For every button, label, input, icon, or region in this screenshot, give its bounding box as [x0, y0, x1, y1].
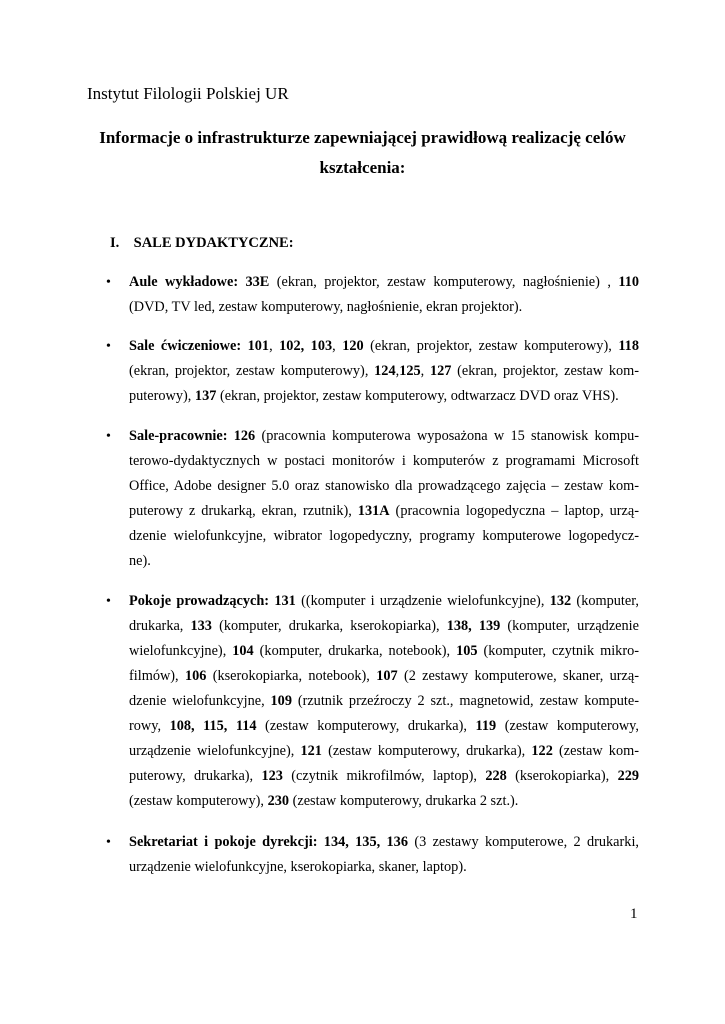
text-segment: (komputer, urządzenie [500, 618, 639, 634]
bullet-marker: • [106, 594, 111, 609]
bullet-5-line-2 [129, 859, 467, 876]
bold-term: 104 [232, 643, 254, 659]
bullet-4-line-3 [129, 643, 639, 660]
bullet-4-line-6 [129, 718, 639, 735]
text-segment: dzenie wielofunkcyjne, wibrator logopedyczny, programy komputerowe logopedycz- [129, 528, 639, 544]
bold-term: 119 [475, 718, 497, 734]
bold-term: 110 [618, 274, 639, 290]
text-segment: urządzenie wielofunkcyjne), [129, 743, 301, 759]
bold-term: 123 [261, 768, 283, 784]
bullet-4-line-8 [129, 768, 639, 785]
text-segment: dzenie wielofunkcyjne, [129, 693, 271, 709]
bullet-3-line-3 [129, 478, 639, 495]
bullet-5-line-1 [129, 834, 639, 851]
bullet-marker: • [106, 339, 111, 354]
bold-term: 106 [184, 668, 207, 684]
bullet-4-line-1 [129, 593, 639, 610]
bold-term: 133 [190, 618, 212, 634]
text-segment: rowy, [129, 718, 170, 734]
bullet-3-line-5 [129, 528, 639, 545]
bullet-2-line-3 [129, 388, 619, 405]
text-segment: (pracownia komputerowa wyposażona w 15 stanowisk kompu- [255, 428, 639, 444]
text-segment: Office, Adobe designer 5.0 oraz stanowisko dla prowadzącego zajęcia – zestaw kom- [129, 478, 639, 494]
document-title-line-2: kształcenia: [319, 158, 406, 177]
text-segment: , [395, 363, 400, 379]
text-segment: (DVD, TV led, zestaw komputerowy, nagłośnienie, ekran projektor). [129, 299, 523, 315]
institute-header: Instytut Filologii Polskiej UR [87, 84, 289, 103]
text-segment: (ekran, projektor, zestaw kom- [451, 363, 639, 379]
text-segment: puterowy, drukarka), [129, 768, 262, 784]
text-segment: (ekran, projektor, zestaw komputerowy, nagłośnienie) , [269, 274, 619, 290]
bold-term: 108, 115, 114 [169, 718, 257, 734]
bold-term: 230 [267, 793, 290, 809]
text-segment: (3 zestawy komputerowe, 2 drukarki, [407, 834, 639, 850]
section-heading [110, 235, 294, 252]
text-segment: wielofunkcyjne), [129, 643, 233, 659]
bold-term: 229 [617, 768, 640, 784]
bold-term: 121 [300, 743, 322, 759]
text-segment: (komputer, drukarka, kserokopiarka), [211, 618, 447, 634]
bullet-3-line-1 [129, 428, 639, 445]
text-segment: terowo-dydaktycznych w postaci monitorów i komputerów z programami Microsoft [129, 453, 639, 469]
bullet-4-line-4 [129, 668, 639, 685]
bullet-2-line-1 [129, 338, 639, 355]
page-number: 1 [630, 906, 638, 922]
bullet-4-line-7 [129, 743, 639, 760]
bold-term: 118 [618, 338, 639, 354]
text-segment: (ekran, projektor, zestaw komputerowy, odtwarzacz DVD oraz VHS). [216, 388, 619, 404]
text-segment: (kserokopiarka, notebook), [206, 668, 377, 684]
bullet-marker: • [106, 835, 111, 850]
bullet-1-line-2 [129, 299, 522, 316]
text-segment: ((komputer i urządzenie wielofunkcyjne), [295, 593, 550, 609]
text-segment: (ekran, projektor, zestaw komputerowy), [129, 363, 375, 379]
text-segment: (ekran, projektor, zestaw komputerowy), [363, 338, 619, 354]
text-segment: (pracownia logopedyczna – laptop, urzą- [389, 503, 640, 519]
bullet-marker: • [106, 429, 111, 444]
text-segment: (komputer, drukarka, notebook), [253, 643, 457, 659]
text-segment: (zestaw komputerowy, drukarka), [321, 743, 532, 759]
bold-term: 132 [549, 593, 572, 609]
bullet-1-line-1 [129, 274, 639, 291]
bullet-4-line-2 [129, 618, 639, 635]
bold-term: 107 [376, 668, 398, 684]
text-segment: , [420, 363, 430, 379]
text-segment: (zestaw komputerowy, drukarka 2 szt.). [289, 793, 519, 809]
text-segment: , [332, 338, 343, 354]
bold-term: Pokoje prowadzących: 131 [129, 593, 296, 609]
text-segment: (2 zestawy komputerowe, skaner, urzą- [397, 668, 639, 684]
text-segment: (zestaw kom- [552, 743, 639, 759]
section-title: SALE DYDAKTYCZNE: [133, 235, 294, 251]
bold-term: 138, 139 [446, 618, 501, 634]
text-segment: (komputer, czytnik mikro- [477, 643, 639, 659]
bold-term: 137 [194, 388, 217, 404]
text-segment: filmów), [129, 668, 185, 684]
bold-term: 109 [270, 693, 292, 709]
text-segment: (kserokopiarka), [506, 768, 618, 784]
bold-term: Sale-pracownie: 126 [129, 428, 256, 444]
text-segment: (zestaw komputerowy), [129, 793, 268, 809]
bold-term: 122 [531, 743, 553, 759]
text-segment: puterowy), [129, 388, 195, 404]
text-segment: (czytnik mikrofilmów, laptop), [282, 768, 486, 784]
bullet-3-line-2 [129, 453, 639, 470]
text-segment: puterowy z drukarką, ekran, rzutnik), [129, 503, 358, 519]
bullet-4-line-5 [129, 693, 639, 710]
text-segment: (rzutnik przeźroczy 2 szt., magnetowid, zestaw kompute- [291, 693, 639, 709]
bullet-marker: • [106, 275, 111, 290]
bold-term: 127 [429, 363, 452, 379]
section-number: I. [110, 235, 120, 251]
text-segment: drukarka, [129, 618, 191, 634]
bold-term: 125 [399, 363, 421, 379]
bullet-3-line-6 [129, 553, 151, 570]
bold-term: Sale ćwiczeniowe: 101 [129, 338, 270, 354]
text-segment: , [269, 338, 280, 354]
text-segment: ne). [129, 553, 151, 569]
bold-term: 105 [456, 643, 478, 659]
text-segment: urządzenie wielofunkcyjne, kserokopiarka, skaner, laptop). [129, 859, 467, 875]
bold-term: 120 [342, 338, 364, 354]
bold-term: 124 [374, 363, 396, 379]
document-title-line-1: Informacje o infrastrukturze zapewniającej prawidłową realizację celów [99, 128, 626, 147]
bold-term: 131A [357, 503, 390, 519]
bold-term: Sekretariat i pokoje dyrekcji: 134, 135, 136 [129, 834, 408, 850]
bold-term: Aule wykładowe: 33E [129, 274, 270, 290]
text-segment: (komputer, [571, 593, 639, 609]
text-segment: (zestaw komputerowy, [496, 718, 639, 734]
bullet-2-line-2 [129, 363, 639, 380]
bullet-3-line-4 [129, 503, 639, 520]
bold-term: 102, 103 [279, 338, 333, 354]
bold-term: 228 [485, 768, 507, 784]
text-segment: (zestaw komputerowy, drukarka), [256, 718, 476, 734]
bullet-4-line-9 [129, 793, 518, 810]
